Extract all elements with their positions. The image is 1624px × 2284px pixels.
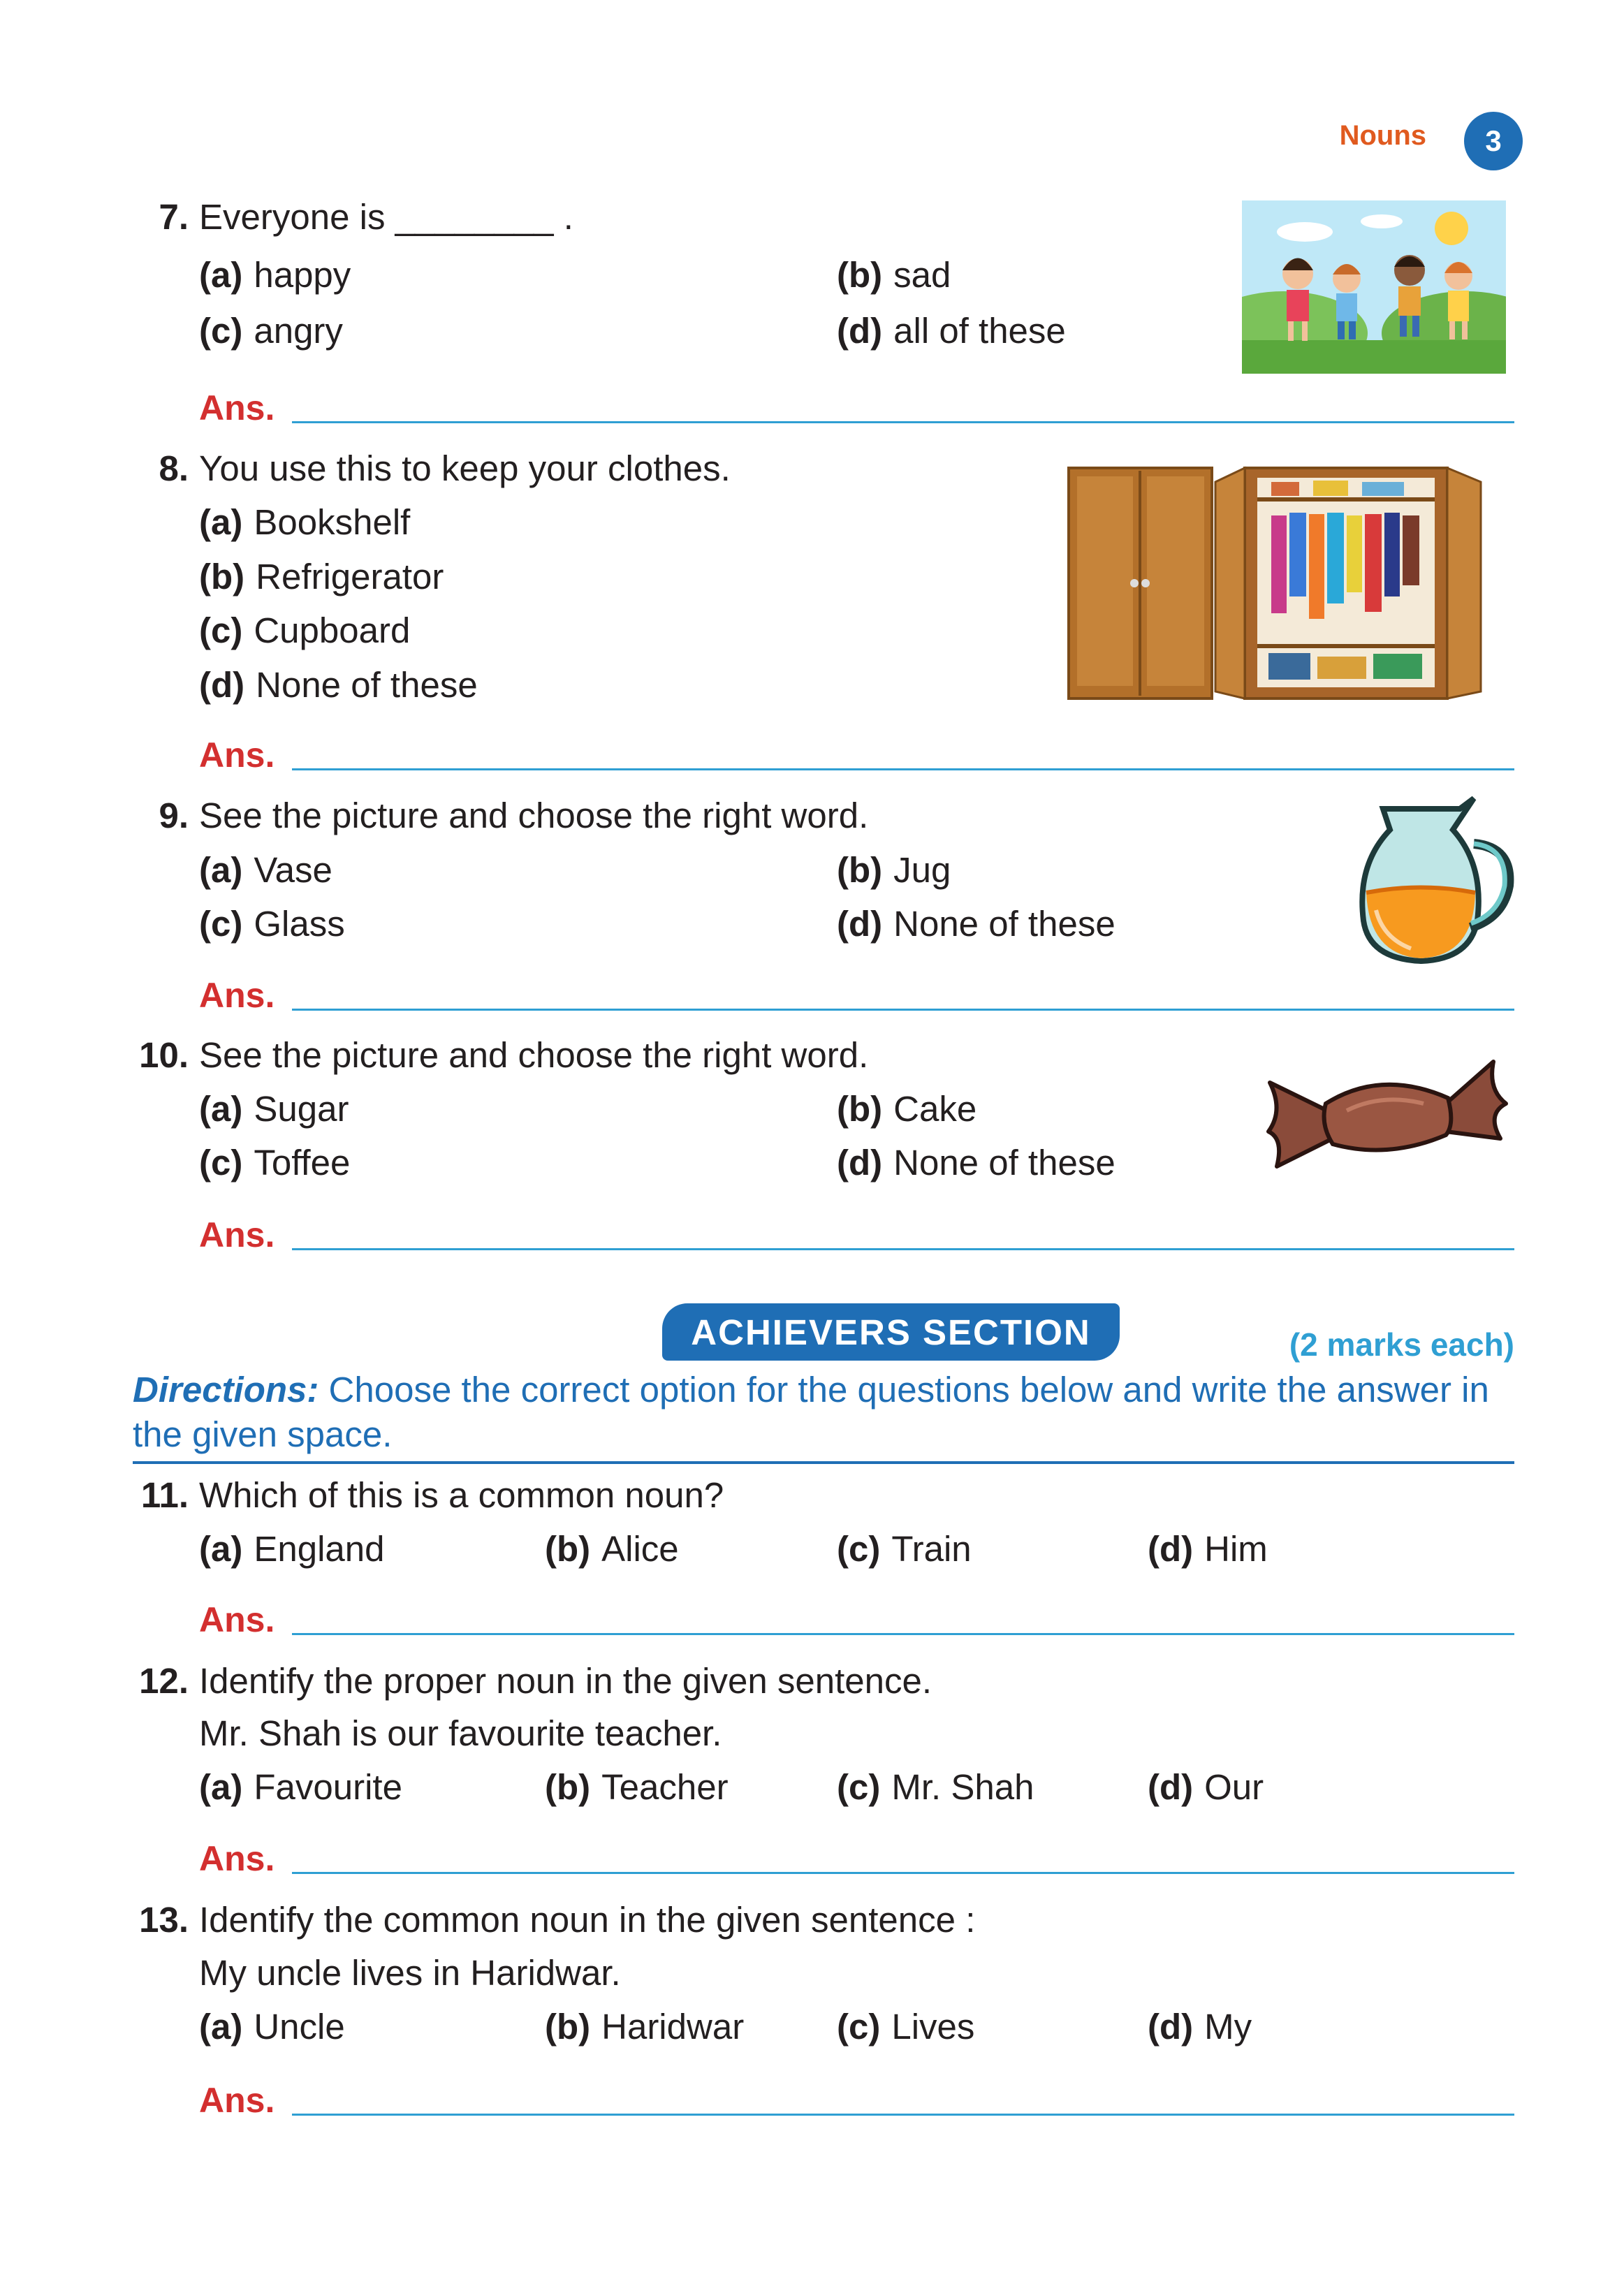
jug-icon: [1341, 788, 1516, 969]
question-text: See the picture and choose the right word.: [199, 796, 869, 835]
option-c[interactable]: (c) Mr. Shah: [837, 1767, 1034, 1807]
answer-label: Ans.: [199, 2081, 275, 2120]
question-sentence: My uncle lives in Haridwar.: [199, 1953, 621, 1993]
cupboard-icon: [1062, 461, 1509, 705]
option-d[interactable]: (d) My: [1148, 2007, 1252, 2047]
question-text: Everyone is ________ .: [199, 197, 573, 237]
option-c[interactable]: (c) Lives: [837, 2007, 975, 2047]
achievers-section-banner: ACHIEVERS SECTION: [662, 1303, 1120, 1361]
option-b[interactable]: (b) Refrigerator: [199, 557, 444, 596]
answer-line[interactable]: [292, 1872, 1514, 1874]
answer-line[interactable]: [292, 1248, 1514, 1250]
directions-label: Directions:: [133, 1370, 319, 1410]
option-a[interactable]: (a) England: [199, 1529, 385, 1569]
question-text: Which of this is a common noun?: [199, 1475, 724, 1515]
option-a[interactable]: (a) Favourite: [199, 1767, 402, 1807]
answer-label: Ans.: [199, 1215, 275, 1254]
happy-children-icon: [1242, 200, 1506, 374]
option-a[interactable]: (a) Bookshelf: [199, 502, 411, 542]
option-c[interactable]: (c) Train: [837, 1529, 972, 1569]
option-c[interactable]: (c) Cupboard: [199, 610, 411, 650]
question-number: 8.: [159, 448, 189, 488]
directions-text: [133, 1368, 1519, 1457]
question-number: 9.: [159, 796, 189, 835]
option-a[interactable]: (a) Sugar: [199, 1089, 349, 1129]
option-b[interactable]: (b) sad: [837, 255, 951, 295]
option-b[interactable]: (b) Haridwar: [545, 2007, 745, 2047]
option-c[interactable]: (c) angry: [199, 311, 343, 351]
option-d[interactable]: (d) Him: [1148, 1529, 1268, 1569]
question-number: 11.: [140, 1475, 189, 1515]
question-sentence: Mr. Shah is our favourite teacher.: [199, 1713, 722, 1753]
answer-label: Ans.: [199, 976, 275, 1015]
answer-line[interactable]: [292, 768, 1514, 770]
option-b[interactable]: (b) Cake: [837, 1089, 977, 1129]
question-number: 13.: [139, 1900, 189, 1940]
question-number: 10.: [139, 1035, 189, 1075]
option-c[interactable]: (c) Toffee: [199, 1143, 351, 1183]
directions-body: Choose the correct option for the questions below and write the answer in the given space.: [133, 1370, 1489, 1454]
option-a[interactable]: (a) Vase: [199, 850, 332, 890]
answer-label: Ans.: [199, 388, 275, 427]
answer-line[interactable]: [292, 2114, 1514, 2116]
option-a[interactable]: (a) Uncle: [199, 2007, 345, 2047]
page-number-badge: 3: [1464, 112, 1523, 170]
option-a[interactable]: (a) happy: [199, 255, 351, 295]
question-text: You use this to keep your clothes.: [199, 448, 731, 488]
chapter-title: Nouns: [1339, 120, 1426, 151]
toffee-icon: [1263, 1055, 1511, 1177]
question-text: See the picture and choose the right word.: [199, 1035, 869, 1075]
option-d[interactable]: (d) None of these: [199, 665, 478, 705]
question-number: 7.: [159, 197, 189, 237]
option-d[interactable]: (d) None of these: [837, 904, 1115, 944]
option-b[interactable]: (b) Teacher: [545, 1767, 729, 1807]
question-number: 12.: [139, 1661, 189, 1701]
option-d[interactable]: (d) Our: [1148, 1767, 1264, 1807]
answer-line[interactable]: [292, 1009, 1514, 1011]
question-text: Identify the common noun in the given sentence :: [199, 1900, 976, 1940]
answer-label: Ans.: [199, 1600, 275, 1639]
section-divider: [133, 1461, 1514, 1464]
answer-label: Ans.: [199, 1839, 275, 1878]
marks-note: (2 marks each): [1289, 1326, 1514, 1363]
option-c[interactable]: (c) Glass: [199, 904, 345, 944]
answer-line[interactable]: [292, 1633, 1514, 1635]
option-d[interactable]: (d) all of these: [837, 311, 1066, 351]
question-text: Identify the proper noun in the given sentence.: [199, 1661, 932, 1701]
answer-label: Ans.: [199, 735, 275, 775]
answer-line[interactable]: [292, 421, 1514, 423]
option-b[interactable]: (b) Alice: [545, 1529, 679, 1569]
option-b[interactable]: (b) Jug: [837, 850, 951, 890]
option-d[interactable]: (d) None of these: [837, 1143, 1115, 1183]
